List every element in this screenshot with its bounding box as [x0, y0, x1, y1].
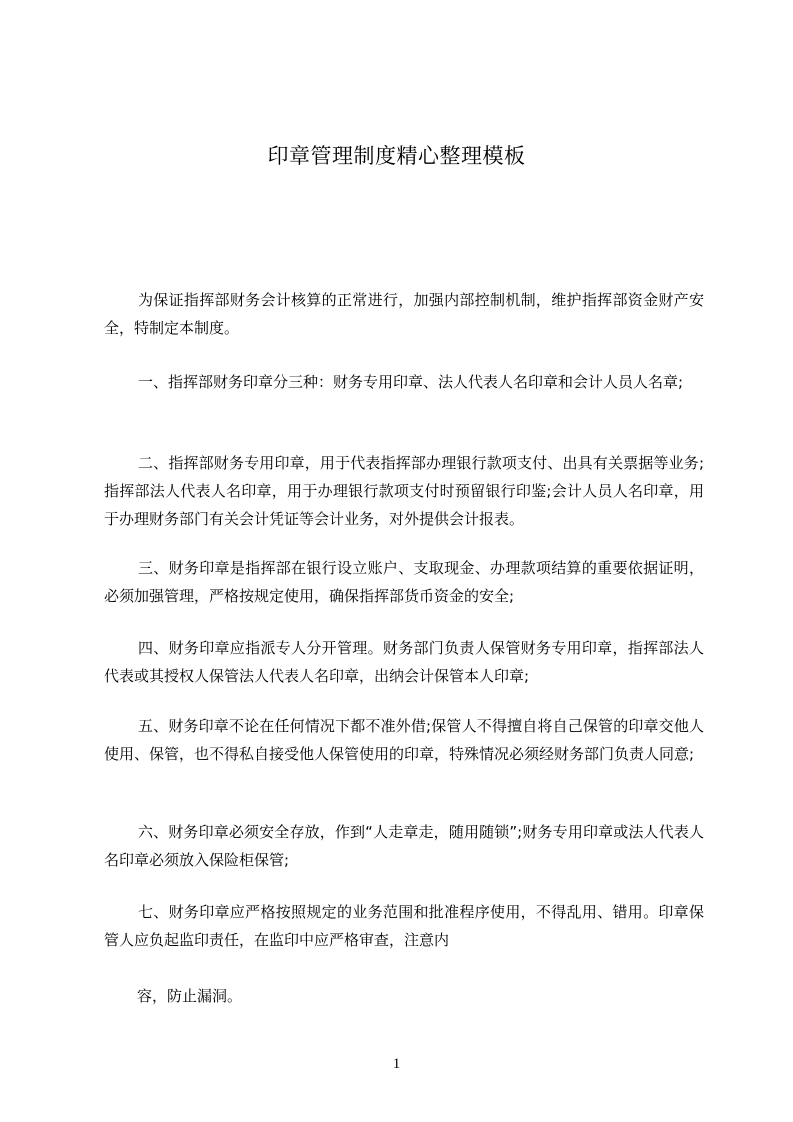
document-title: 印章管理制度精心整理模板: [267, 144, 526, 168]
paragraph-item-4: 四、财务印章应指派专人分开管理。财务部门负责人保管财务专用印章，指挥部法人代表或其授权人保管法人代表人名印章，出纳会计保管本人印章;: [104, 639, 704, 685]
page-number: 1: [392, 1056, 401, 1072]
paragraph-item-7-continued: 容，防止漏洞。: [137, 987, 243, 1005]
paragraph-item-5: 五、财务印章不论在任何情况下都不准外借;保管人不得擅自将自己保管的印章交他人使用、保管，也不得私自接受他人保管使用的印章，特殊情况必须经财务部门负责人同意;: [104, 717, 704, 763]
paragraph-item-3: 三、财务印章是指挥部在银行设立账户、支取现金、办理款项结算的重要依据证明，必须加强管理，严格按规定使用，确保指挥部货币资金的安全;: [104, 559, 704, 605]
paragraph-item-1: 一、指挥部财务印章分三种：财务专用印章、法人代表人名印章和会计人员人名章;: [138, 373, 684, 391]
paragraph-item-6: 六、财务印章必须安全存放，作到“人走章走，随用随锁”;财务专用印章或法人代表人名印章必须放入保险柜保管;: [104, 823, 704, 869]
paragraph-item-7: 七、财务印章应严格按照规定的业务范围和批准程序使用，不得乱用、错用。印章保管人应负起监印责任，在监印中应严格审查，注意内: [104, 903, 704, 949]
paragraph-intro: 为保证指挥部财务会计核算的正常进行，加强内部控制机制，维护指挥部资金财产安全，特制定本制度。: [104, 291, 704, 337]
paragraph-item-2: 二、指挥部财务专用印章，用于代表指挥部办理银行款项支付、出具有关票据等业务;指挥部法人代表人名印章，用于办理银行款项支付时预留银行印鉴;会计人员人名印章，用于办理财务部门有关会计凭证等会计业务，对外提供会计报表。: [104, 454, 704, 528]
